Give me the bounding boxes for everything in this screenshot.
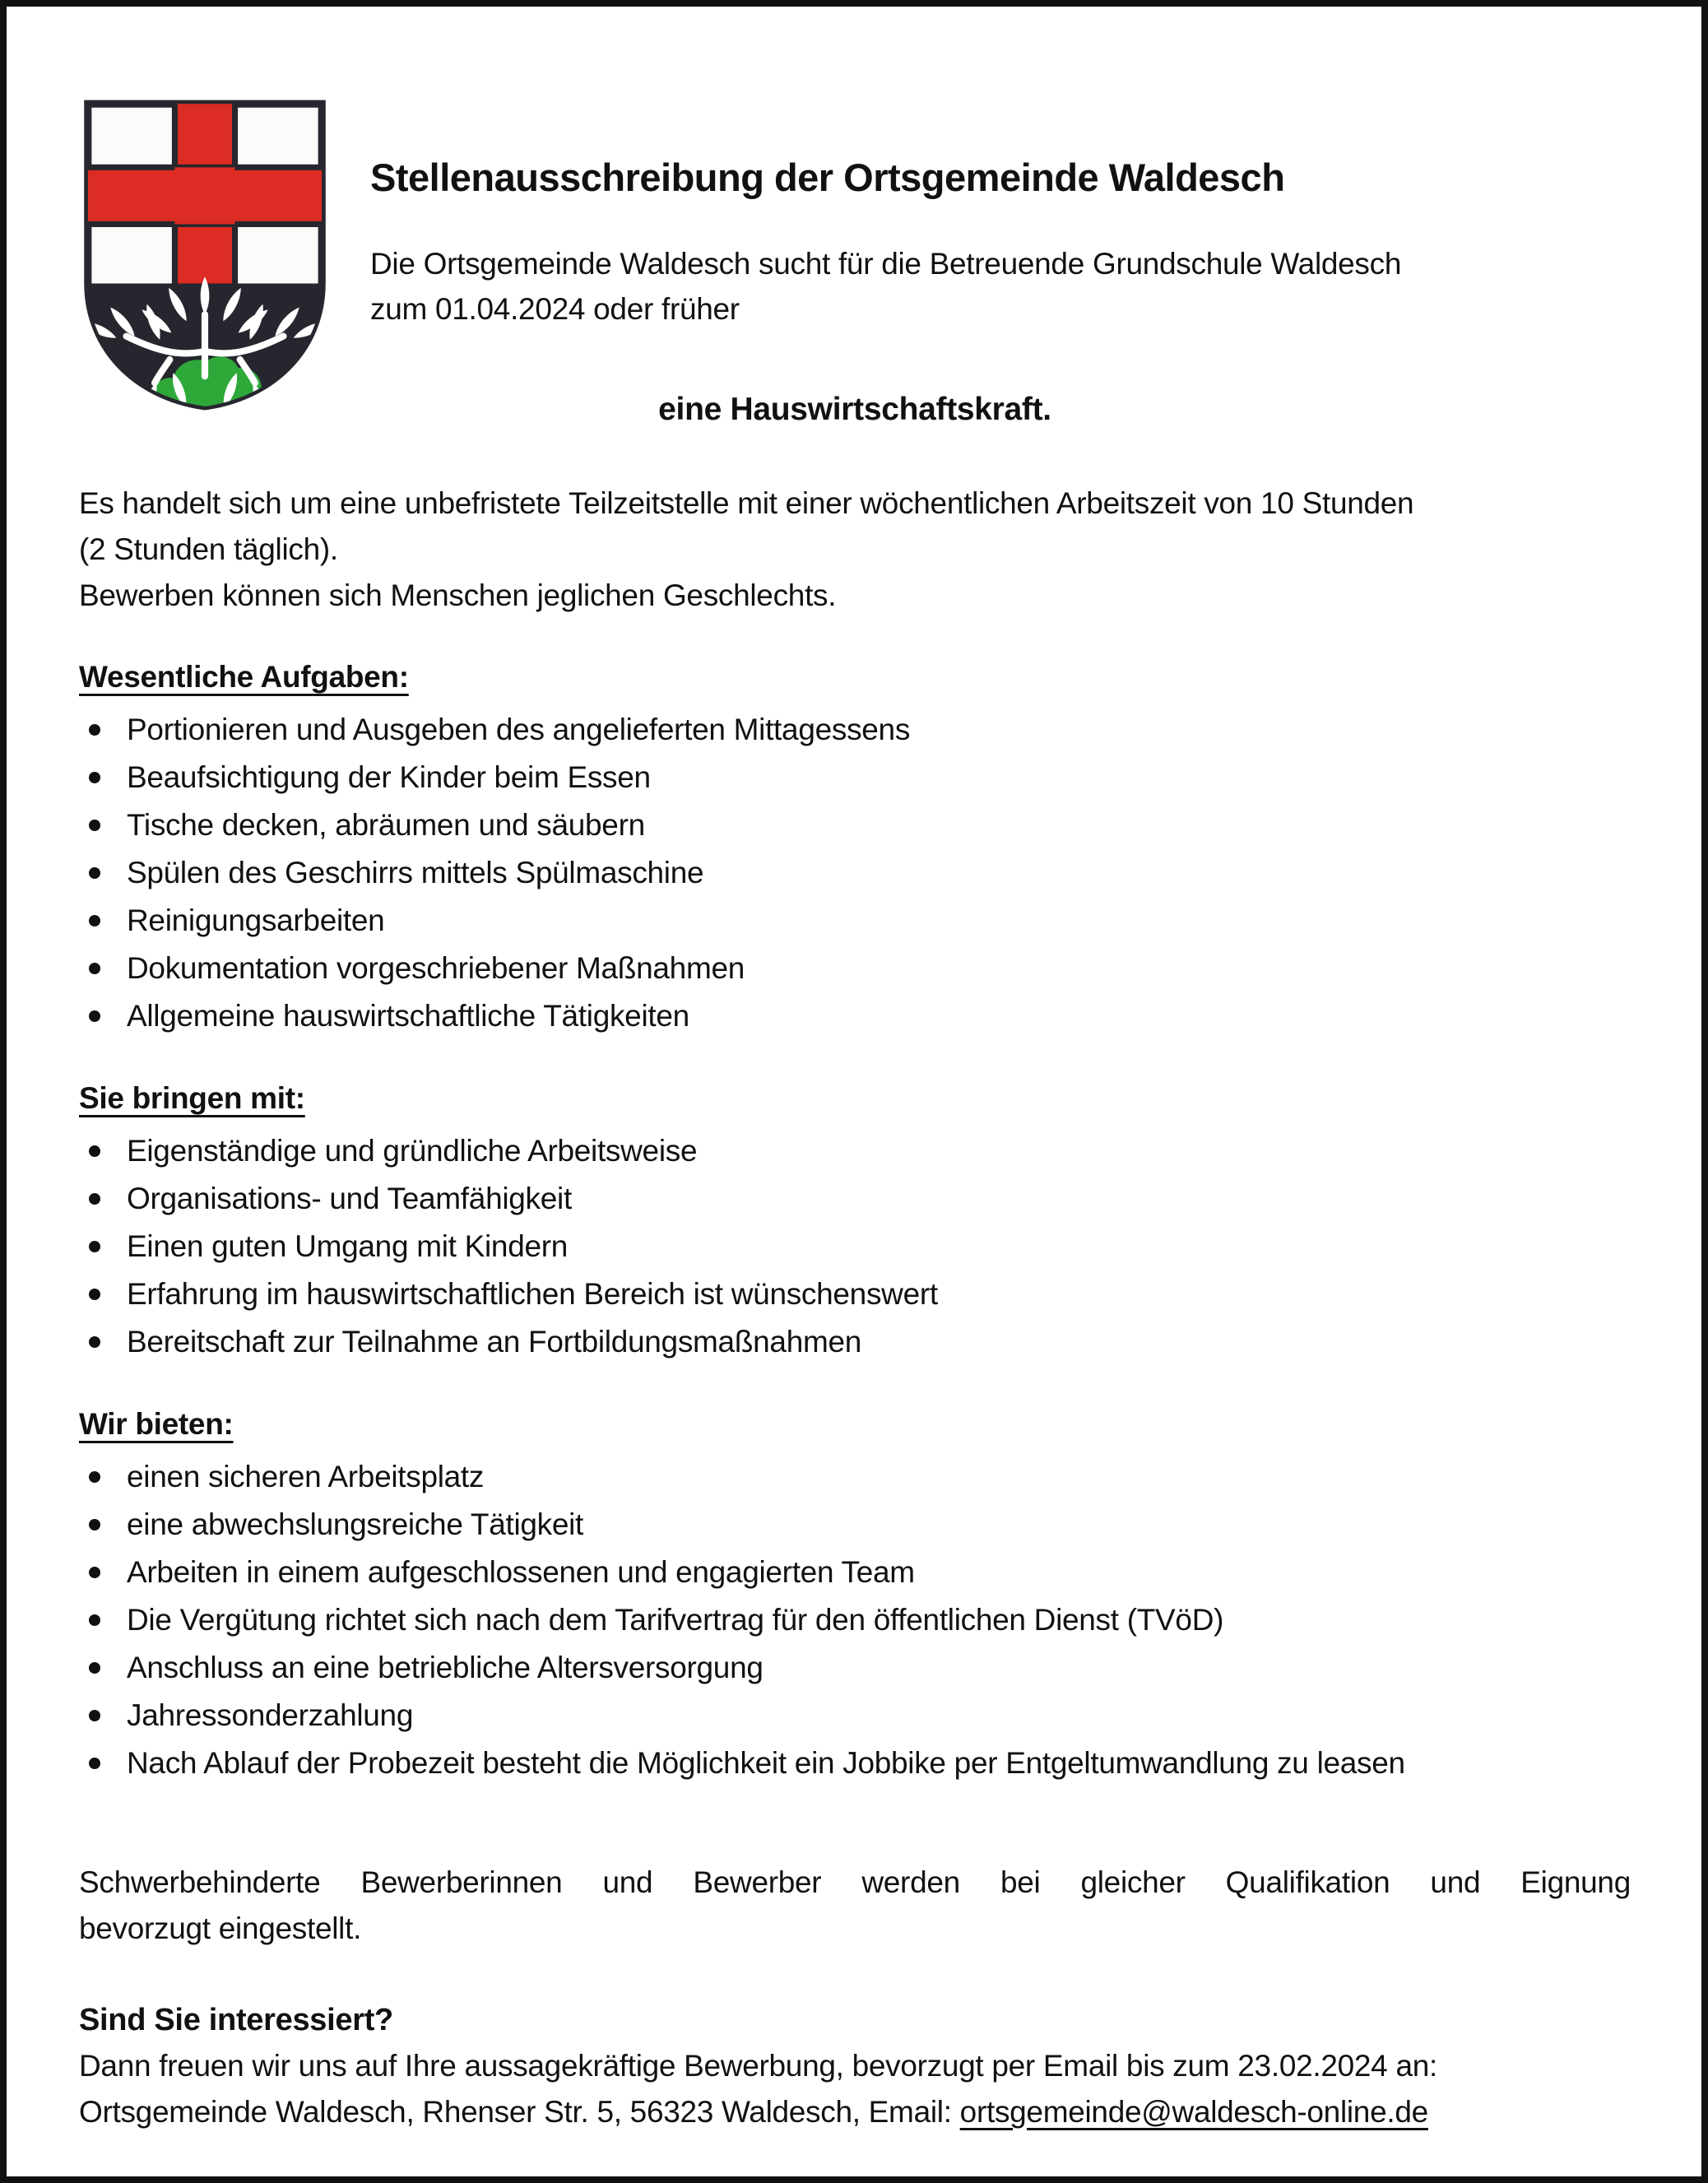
- intro-line: zum 01.04.2024 oder früher: [370, 292, 740, 326]
- list-item: Bereitschaft zur Teilnahme an Fortbildungsmaßnahmen: [79, 1318, 1631, 1366]
- list-item: Allgemeine hauswirtschaftliche Tätigkeiten: [79, 992, 1631, 1040]
- closing-heading: Sind Sie interessiert?: [79, 2003, 393, 2037]
- paragraph-line: bevorzugt eingestellt.: [79, 1911, 362, 1945]
- section-heading-benefits: Wir bieten:: [79, 1407, 234, 1441]
- list-item: Reinigungsarbeiten: [79, 897, 1631, 945]
- list-item: Organisations- und Teamfähigkeit: [79, 1175, 1631, 1223]
- list-item: Jahressonderzahlung: [79, 1692, 1631, 1739]
- section-tasks: [79, 660, 1631, 1040]
- paragraph-line: Schwerbehinderte Bewerberinnen und Bewerber werden bei gleicher Qualifikation und Eignung: [79, 1865, 1631, 1899]
- intro-line: Die Ortsgemeinde Waldesch sucht für die Betreuende Grundschule Waldesch: [370, 247, 1402, 281]
- paragraph-line: (2 Stunden täglich).: [79, 532, 338, 566]
- list-item: Tische decken, abräumen und säubern: [79, 801, 1631, 849]
- list-item: eine abwechslungsreiche Tätigkeit: [79, 1501, 1631, 1549]
- document-header: [79, 95, 1631, 427]
- closing-text: [79, 2043, 1631, 2135]
- tasks-list: [79, 706, 1631, 1040]
- list-item: Eigenständige und gründliche Arbeitsweise: [79, 1127, 1631, 1175]
- paragraph-line: Dann freuen wir uns auf Ihre aussagekräftige Bewerbung, bevorzugt per Email bis zum 23.02.2024 an:: [79, 2049, 1437, 2083]
- section-heading-requirements: Sie bringen mit:: [79, 1081, 305, 1115]
- intro-paragraph: [79, 481, 1631, 619]
- list-item: Erfahrung im hauswirtschaftlichen Bereich ist wünschenswert: [79, 1270, 1631, 1318]
- paragraph-line: [79, 2089, 1631, 2135]
- contact-address: Ortsgemeinde Waldesch, Rhenser Str. 5, 56323 Waldesch, Email:: [79, 2095, 960, 2129]
- paragraph-line: Es handelt sich um eine unbefristete Teilzeitstelle mit einer wöchentlichen Arbeitszeit von 10 Stunden: [79, 486, 1414, 520]
- equality-paragraph: [79, 1860, 1631, 1952]
- list-item: Anschluss an eine betriebliche Altersversorgung: [79, 1644, 1631, 1692]
- section-benefits: [79, 1407, 1631, 1787]
- list-item: einen sicheren Arbeitsplatz: [79, 1453, 1631, 1501]
- list-item: Beaufsichtigung der Kinder beim Essen: [79, 754, 1631, 801]
- section-requirements: [79, 1081, 1631, 1366]
- list-item: Die Vergütung richtet sich nach dem Tarifvertrag für den öffentlichen Dienst (TVöD): [79, 1596, 1631, 1644]
- list-item: Einen guten Umgang mit Kindern: [79, 1223, 1631, 1270]
- section-heading-tasks: Wesentliche Aufgaben:: [79, 660, 409, 694]
- waldesch-coat-of-arms-icon: [79, 95, 331, 413]
- document-content: [7, 95, 1701, 2135]
- list-item: Arbeiten in einem aufgeschlossenen und engagierten Team: [79, 1549, 1631, 1596]
- paragraph-line: Bewerben können sich Menschen jeglichen Geschlechts.: [79, 578, 837, 612]
- intro-text: [370, 241, 1631, 332]
- list-item: Dokumentation vorgeschriebener Maßnahmen: [79, 945, 1631, 992]
- list-item: Nach Ablauf der Probezeit besteht die Möglichkeit ein Jobbike per Entgeltumwandlung zu leasen: [79, 1739, 1631, 1787]
- page-title: Stellenausschreibung der Ortsgemeinde Waldesch: [370, 156, 1285, 199]
- position-title: eine Hauswirtschaftskraft.: [658, 392, 1051, 427]
- email-link[interactable]: ortsgemeinde@waldesch-online.de: [959, 2095, 1428, 2129]
- closing-block: [79, 2003, 1631, 2135]
- list-item: Portionieren und Ausgeben des angelieferten Mittagessens: [79, 706, 1631, 754]
- list-item: Spülen des Geschirrs mittels Spülmaschine: [79, 849, 1631, 897]
- requirements-list: [79, 1127, 1631, 1366]
- benefits-list: [79, 1453, 1631, 1787]
